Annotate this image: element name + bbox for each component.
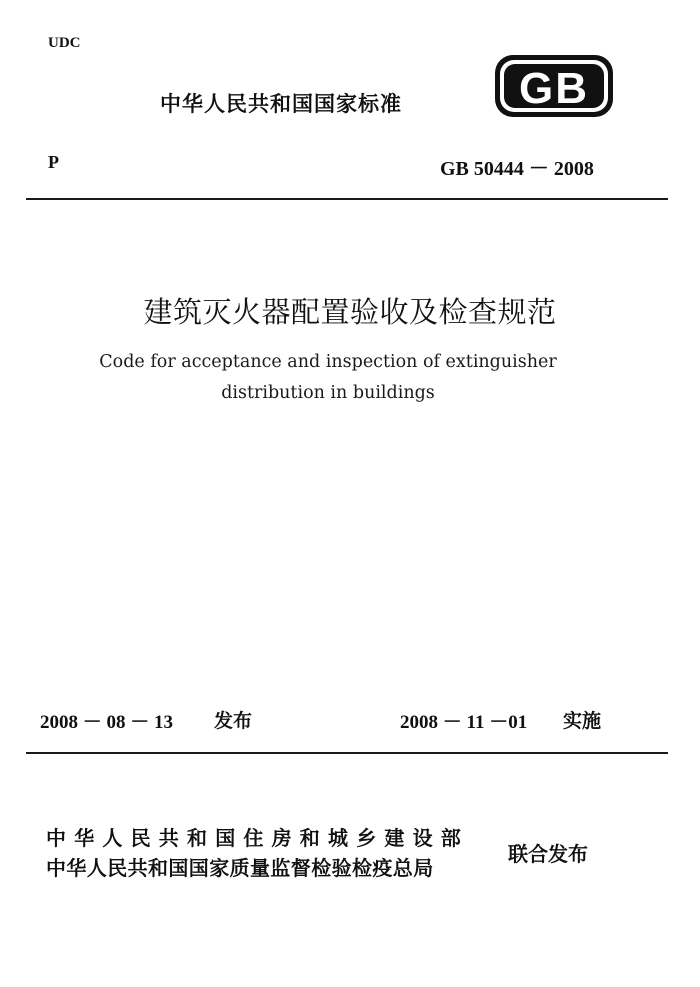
issuer-aqsiq: 中华人民共和国国家质量监督检验检疫总局 <box>46 856 434 880</box>
implementation-label: 实施 <box>563 710 602 732</box>
bottom-divider <box>26 752 668 754</box>
standard-number: GB 50444 － 2008 <box>440 158 594 180</box>
document-title-en-line2: distribution in buildings <box>221 383 435 403</box>
issue-date: 2008 － 08 － 13 <box>40 712 174 733</box>
joint-issue-label: 联合发布 <box>508 842 588 866</box>
svg-text:GB: GB <box>519 64 589 113</box>
issue-label: 发布 <box>214 710 253 732</box>
implementation-date: 2008 － 11 －01 <box>400 712 528 733</box>
top-divider <box>26 198 668 200</box>
gb-logo-icon <box>495 55 613 117</box>
classification-code: P <box>48 152 59 172</box>
national-standard-heading: 中华人民共和国国家标准 <box>160 92 402 116</box>
issuer-ministry-housing: 中华人民共和国住房和城乡建设部 <box>46 826 469 850</box>
udc-label: UDC <box>48 35 81 51</box>
document-title-en-line1: Code for acceptance and inspection of extinguisher <box>99 352 557 372</box>
document-title-cn: 建筑灭火器配置验收及检查规范 <box>143 295 557 329</box>
